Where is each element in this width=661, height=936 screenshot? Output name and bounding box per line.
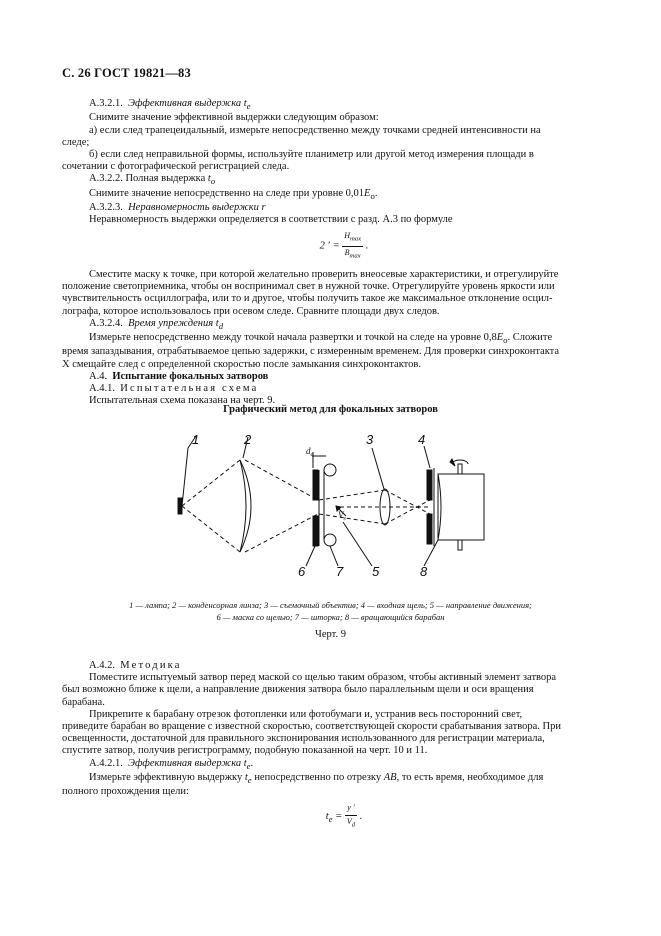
- label-vs: $V_s$: [338, 510, 346, 522]
- paragraph-cont: спустите затвор, получив регистрограмму, подобную показанной на черт. 10 и 11.: [62, 745, 428, 757]
- paragraph: Снимите значение непосредственно на следе при уровне $0,01E_o$.: [89, 187, 378, 201]
- rays-lamp: [182, 460, 240, 552]
- figure-caption: 1 — лампа; 2 — конденсорная линза; 3 — съемочный объектив; 4 — входная щель; 5 — направление движения; 6 — маска со щелью; 7 — шторка; 8 — вращающийся барабан: [129, 600, 532, 622]
- mask-upper: [313, 470, 318, 500]
- paragraph: Измерьте эффективную выдержку $t_e$ непосредственно по отрезку AB, то есть время, необходимое для: [89, 771, 544, 786]
- clause-a4: А.4. Испытание фокальных затворов: [89, 370, 269, 382]
- paragraph: б) если след неправильной формы, используйте планиметр или другой метод измерения площади в: [89, 148, 534, 160]
- paragraph-cont: освещенности, достаточной для правильного экспонирования использованного для регистрации материала,: [62, 733, 545, 745]
- methodology-block: [62, 660, 599, 837]
- leader-5: [343, 522, 372, 566]
- rays-objective: [319, 490, 430, 524]
- paragraph: Измерьте непосредственно между точкой начала развертки и точкой на следе на уровне $0,8E_o$. Сложите: [89, 332, 553, 346]
- clause-a3-2-4: А.3.2.4. Время упреждения $t_d$: [89, 317, 224, 331]
- label-8: 8: [420, 564, 428, 579]
- clause-a4-2: А.4.2. Методика: [89, 660, 182, 671]
- page-header: С. 26 ГОСТ 19821—83: [62, 66, 191, 80]
- paragraph-cont: чувствительность осциллографа, или то и другое, чтобы получить такое же максимальное отклонение осцил-: [62, 293, 553, 305]
- paragraph: Неравномерность выдержки определяется в соответствии с разд. А.3 по формуле: [89, 214, 453, 226]
- label-7: 7: [336, 564, 344, 579]
- clause-a4-2-1: А.4.2.1. Эффективная выдержка $t_e$.: [89, 757, 254, 771]
- paragraph: Прикрепите к барабану отрезок фотопленки или фотобумаги и, устранив весь посторонний свет,: [89, 708, 523, 720]
- label-4: 4: [418, 432, 426, 447]
- paragraph-cont: был возможно ближе к щели, а направление движения затвора было параллельным щели и оси вращения: [62, 684, 534, 696]
- drum-axle-top: [458, 464, 462, 474]
- paragraph: Снимите значение эффективной выдержки следующим образом:: [89, 112, 379, 124]
- paragraph-cont: Х смещайте след с определенной скоростью после замыкания синхроконтактов.: [62, 358, 421, 370]
- lamp: [178, 498, 182, 514]
- figure-number: Черт. 9: [315, 629, 346, 640]
- label-1: 1: [192, 432, 200, 447]
- paragraph-cont: барабана.: [62, 696, 105, 708]
- label-de: $d_e$: [306, 446, 314, 458]
- leader-6: [306, 546, 315, 566]
- entry-slit-upper: [427, 470, 432, 500]
- label-5: 5: [372, 564, 380, 579]
- paragraph: Сместите маску к точке, при которой желательно проверить внеосевые характеристики, и отрегулируйте: [89, 268, 559, 280]
- paragraph-cont: время запаздывания, отрабатываемое цепью задержки, с измеренным временем. Для проверки синхроконтакта: [62, 346, 560, 358]
- leader-3: [372, 448, 384, 489]
- clause-a3-2-3: А.3.2.3. Неравномерность выдержки r: [89, 201, 266, 213]
- clause-a3-2-1: А.3.2.1. Эффективная выдержка $t_e$: [89, 98, 251, 112]
- clause-a3-2-2: А.3.2.2. Полная выдержка $t_o$: [89, 173, 216, 187]
- formula-effective-exposure: $t_e$ = $\frac{y '}{V_d}$ .: [325, 803, 363, 829]
- shutter-roller-top: [324, 464, 336, 476]
- mask-lower: [313, 516, 318, 546]
- label-3: 3: [366, 432, 374, 447]
- paragraph-cont: лографа, которое использовалось при осевом следе. Сравните площади двух следов.: [62, 305, 440, 317]
- paragraph: Поместите испытуемый затвор перед маской со щелью таким образом, чтобы активный элемент затвора: [89, 672, 557, 684]
- paragraph-cont: сочетании с фотографической регистрацией следа.: [62, 161, 290, 173]
- clause-a4-1: А.4.1. Испытательная схема: [89, 382, 259, 394]
- label-6: 6: [298, 564, 306, 579]
- paragraph-cont: положение светоприемника, чтобы он воспринимал свет в нужной точке. Отрегулируйте уровень яркости или: [62, 281, 555, 293]
- paragraph: а) если след трапецеидальный, измерьте непосредственно между точками средней интенсивности на: [89, 124, 541, 136]
- shutter-roller-bottom: [324, 534, 336, 546]
- figure-title: Графический метод для фокальных затворов: [223, 404, 438, 415]
- drum-body: [438, 474, 484, 540]
- formula-nonuniformity: 2 ′ = $\frac{H_{max}}{B_{max}}$ .: [319, 231, 369, 260]
- rotation-arrowhead: [450, 459, 455, 466]
- rays-condenser: [245, 460, 318, 552]
- leader-7: [330, 546, 338, 566]
- drum-axle-bottom: [458, 540, 462, 550]
- paragraph-cont: полного прохождения щели:: [62, 786, 189, 798]
- paragraph-cont: следе;: [62, 136, 90, 148]
- label-2: 2: [244, 432, 252, 447]
- paragraph-cont: приведите барабан во вращение с известной скоростью, соответствующей скорости срабатывания затвора. При: [62, 721, 561, 733]
- leader-4: [424, 446, 430, 468]
- entry-slit-lower: [427, 514, 432, 544]
- paragraph: Испытательная схема показана на черт. 9.: [89, 395, 276, 407]
